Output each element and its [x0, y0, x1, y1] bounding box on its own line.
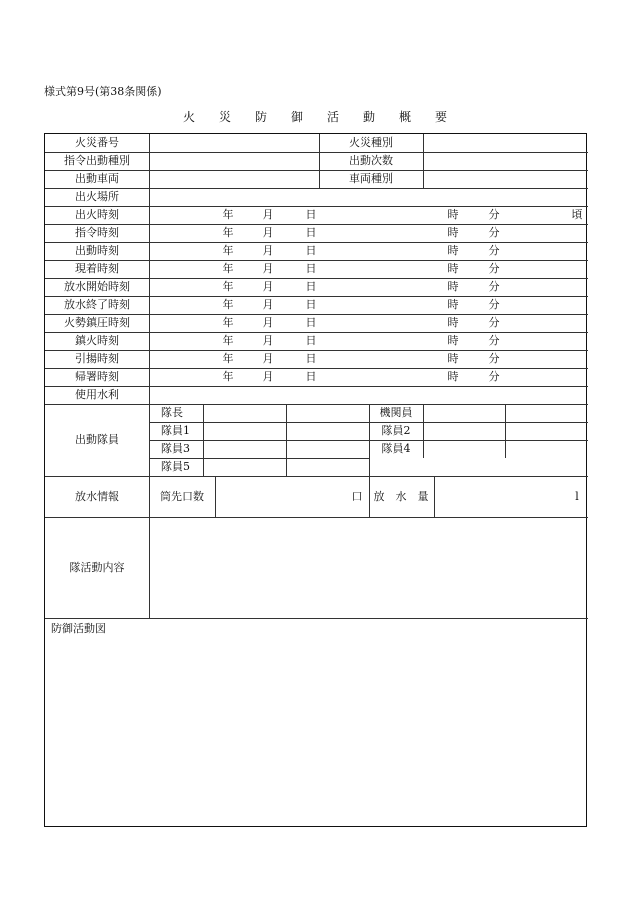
time-row-label: 出火時刻 [75, 208, 119, 221]
minute-unit: 分 [488, 208, 500, 221]
header-value-field[interactable] [424, 170, 587, 188]
year-unit: 年 [222, 370, 234, 383]
grid-line [149, 134, 150, 386]
fire-location-label: 出火場所 [75, 190, 119, 203]
title-char: 防 [254, 110, 267, 124]
minute-unit: 分 [488, 226, 500, 239]
form-table [44, 133, 587, 827]
header-label: 火災種別 [349, 136, 393, 149]
form-title [0, 108, 630, 125]
header-label: 車両種別 [349, 172, 393, 185]
month-unit: 月 [262, 226, 274, 239]
crew-member-label: 隊員1 [161, 424, 190, 437]
title-char: 活 [326, 110, 339, 124]
time-row-label: 引揚時刻 [75, 352, 119, 365]
year-unit: 年 [222, 316, 234, 329]
time-row-label: 出動時刻 [75, 244, 119, 257]
header-label: 指令出動種別 [64, 154, 130, 167]
year-unit: 年 [222, 298, 234, 311]
grid-line [149, 517, 150, 618]
grid-line [215, 476, 216, 517]
minute-unit: 分 [488, 298, 500, 311]
grid-line [149, 476, 150, 517]
crew-member-label: 隊長 [161, 406, 183, 419]
grid-line [369, 404, 370, 476]
day-unit: 日 [305, 352, 317, 365]
hour-unit: 時 [447, 244, 459, 257]
time-value-field[interactable] [150, 314, 587, 332]
crew-member-label: 機関員 [379, 406, 413, 419]
month-unit: 月 [262, 352, 274, 365]
grid-line [149, 386, 150, 404]
hour-unit: 時 [447, 298, 459, 311]
hour-unit: 時 [447, 352, 459, 365]
day-unit: 日 [305, 208, 317, 221]
day-unit: 日 [305, 262, 317, 275]
grid-line [203, 404, 204, 476]
hour-unit: 時 [447, 280, 459, 293]
amount-unit: l [575, 489, 579, 503]
nozzle-unit: 口 [351, 489, 363, 503]
month-unit: 月 [262, 334, 274, 347]
crew-member-label: 隊員5 [161, 460, 190, 473]
activity-label: 隊活動内容 [69, 560, 125, 574]
crew-member-label: 隊員4 [381, 442, 411, 455]
month-unit: 月 [262, 370, 274, 383]
fire-location-field[interactable] [150, 188, 587, 206]
time-row-label: 指令時刻 [75, 226, 119, 239]
month-unit: 月 [262, 280, 274, 293]
time-value-field[interactable] [150, 206, 587, 224]
time-row-label: 放水終了時刻 [64, 298, 130, 311]
header-label: 出動次数 [349, 154, 393, 167]
nozzle-count-field[interactable] [216, 476, 366, 517]
title-char: 火 [182, 110, 195, 124]
minute-unit: 分 [488, 316, 500, 329]
hour-unit: 時 [447, 334, 459, 347]
header-label: 火災番号 [75, 136, 119, 149]
year-unit: 年 [222, 226, 234, 239]
time-row-label: 火勢鎮圧時刻 [64, 316, 130, 329]
title-char: 要 [434, 110, 447, 124]
hour-unit: 時 [447, 370, 459, 383]
day-unit: 日 [305, 226, 317, 239]
minute-unit: 分 [488, 334, 500, 347]
title-char: 動 [362, 110, 375, 124]
year-unit: 年 [222, 334, 234, 347]
activity-field[interactable] [150, 517, 587, 618]
water-source-label: 使用水利 [75, 388, 119, 401]
month-unit: 月 [262, 244, 274, 257]
hour-unit: 時 [447, 208, 459, 221]
day-unit: 日 [305, 244, 317, 257]
day-unit: 日 [305, 298, 317, 311]
grid-line [149, 404, 150, 476]
time-row-label: 現着時刻 [75, 262, 119, 275]
water-amount-field[interactable] [435, 476, 585, 517]
month-unit: 月 [262, 316, 274, 329]
day-unit: 日 [305, 370, 317, 383]
day-unit: 日 [305, 334, 317, 347]
day-unit: 日 [305, 280, 317, 293]
time-value-field[interactable] [150, 260, 587, 278]
form-reference: 様式第9号(第38条関係) [44, 85, 162, 98]
hour-unit: 時 [447, 316, 459, 329]
water-info-label: 放水情報 [75, 489, 119, 503]
amount-label: 放 水 量 [373, 489, 429, 503]
year-unit: 年 [222, 280, 234, 293]
grid-line [369, 476, 370, 517]
time-row-label: 帰署時刻 [75, 370, 119, 383]
minute-unit: 分 [488, 280, 500, 293]
title-char: 御 [290, 110, 303, 124]
header-value-field[interactable] [424, 152, 587, 170]
minute-unit: 分 [488, 370, 500, 383]
crew-member-label: 隊員2 [381, 424, 411, 437]
day-unit: 日 [305, 316, 317, 329]
time-value-field[interactable] [150, 278, 587, 296]
time-value-field[interactable] [150, 350, 587, 368]
hour-unit: 時 [447, 226, 459, 239]
crew-member-label: 隊員3 [161, 442, 190, 455]
month-unit: 月 [262, 208, 274, 221]
year-unit: 年 [222, 262, 234, 275]
time-value-field[interactable] [150, 242, 587, 260]
diagram-label: 防御活動図 [51, 622, 106, 635]
nozzle-label: 筒先口数 [160, 489, 204, 503]
year-unit: 年 [222, 352, 234, 365]
hour-unit: 時 [447, 262, 459, 275]
year-unit: 年 [222, 244, 234, 257]
time-value-field[interactable] [150, 224, 587, 242]
grid-line [286, 404, 287, 476]
grid-line [319, 134, 320, 188]
grid-line [423, 134, 424, 188]
approx-unit: 頃 [571, 208, 583, 221]
time-value-field[interactable] [150, 332, 587, 350]
time-row-label: 鎮火時刻 [75, 334, 119, 347]
grid-line [505, 404, 506, 458]
grid-line [423, 404, 424, 458]
month-unit: 月 [262, 262, 274, 275]
minute-unit: 分 [488, 262, 500, 275]
title-char: 災 [218, 110, 231, 124]
grid-line [149, 458, 369, 459]
time-value-field[interactable] [150, 368, 587, 386]
month-unit: 月 [262, 298, 274, 311]
time-row-label: 放水開始時刻 [64, 280, 130, 293]
diagram-area[interactable] [46, 619, 587, 826]
header-value-field[interactable] [150, 170, 319, 188]
header-value-field[interactable] [150, 134, 319, 152]
header-label: 出動車両 [75, 172, 119, 185]
water-source-field[interactable] [150, 386, 587, 404]
minute-unit: 分 [488, 244, 500, 257]
time-value-field[interactable] [150, 296, 587, 314]
minute-unit: 分 [488, 352, 500, 365]
header-value-field[interactable] [150, 152, 319, 170]
grid-line [434, 476, 435, 517]
title-char: 概 [398, 110, 411, 124]
header-value-field[interactable] [424, 134, 587, 152]
crew-label: 出動隊員 [75, 433, 119, 446]
year-unit: 年 [222, 208, 234, 221]
